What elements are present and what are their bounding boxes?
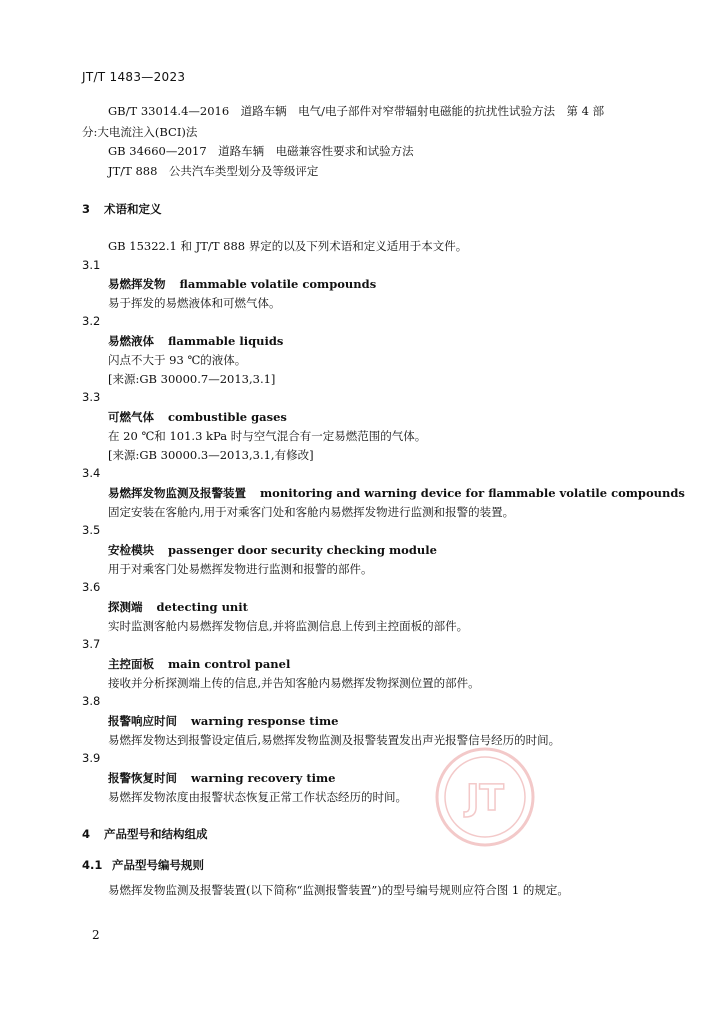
term-entry bbox=[108, 770, 336, 786]
term-english: passenger door security checking module bbox=[168, 543, 437, 557]
term-chinese: 安检模块 bbox=[108, 543, 154, 557]
watermark-seal-icon bbox=[430, 742, 540, 852]
term-chinese: 报警响应时间 bbox=[108, 714, 177, 728]
reference-line-continuation: 分:大电流注入(BCI)法 bbox=[82, 125, 198, 139]
term-number: 3.2 bbox=[82, 314, 101, 328]
term-entry bbox=[108, 409, 287, 425]
term-number: 3.6 bbox=[82, 580, 101, 594]
term-definition: 易燃挥发物达到报警设定值后,易燃挥发物监测及报警装置发出声光报警信号经历的时间。 bbox=[108, 733, 561, 747]
document-code-header: JT/T 1483—2023 bbox=[82, 70, 186, 84]
term-english: warning recovery time bbox=[191, 771, 336, 785]
term-number: 3.9 bbox=[82, 751, 101, 765]
subsection-heading bbox=[82, 857, 204, 873]
term-chinese: 报警恢复时间 bbox=[108, 771, 177, 785]
term-definition: 易于挥发的易燃液体和可燃气体。 bbox=[108, 296, 281, 310]
reference-line: JT/T 888 公共汽车类型划分及等级评定 bbox=[108, 164, 319, 178]
paragraph-text: 易燃挥发物监测及报警装置(以下简称“监测报警装置”)的型号编号规则应符合图 1 的规定。 bbox=[108, 883, 569, 897]
term-chinese: 探测端 bbox=[108, 600, 143, 614]
term-english: warning response time bbox=[191, 714, 339, 728]
section-title: 产品型号和结构组成 bbox=[104, 827, 208, 841]
term-number: 3.8 bbox=[82, 694, 101, 708]
term-entry bbox=[108, 276, 376, 292]
term-number: 3.3 bbox=[82, 390, 101, 404]
reference-line: GB/T 33014.4—2016 道路车辆 电气/电子部件对窄带辐射电磁能的抗扰性试验方法 第 4 部 bbox=[108, 104, 605, 118]
body-paragraph bbox=[82, 879, 642, 901]
watermark-text: JT bbox=[466, 778, 504, 819]
reference-line: GB 34660—2017 道路车辆 电磁兼容性要求和试验方法 bbox=[108, 144, 414, 158]
term-definition: 闪点不大于 93 ℃的液体。 bbox=[108, 353, 247, 367]
page-number: 2 bbox=[92, 928, 100, 942]
term-english: flammable liquids bbox=[168, 334, 284, 348]
section-intro: GB 15322.1 和 JT/T 888 界定的以及下列术语和定义适用于本文件。 bbox=[108, 239, 468, 253]
term-definition: 固定安装在客舱内,用于对乘客门处和客舱内易燃挥发物进行监测和报警的装置。 bbox=[108, 505, 515, 519]
term-chinese: 主控面板 bbox=[108, 657, 154, 671]
term-entry bbox=[108, 542, 437, 558]
subsection-title: 产品型号编号规则 bbox=[112, 858, 204, 872]
term-chinese: 易燃挥发物 bbox=[108, 277, 166, 291]
section-number: 3 bbox=[82, 202, 91, 216]
term-definition: 易燃挥发物浓度由报警状态恢复正常工作状态经历的时间。 bbox=[108, 790, 407, 804]
term-entry bbox=[108, 485, 685, 501]
term-number: 3.1 bbox=[82, 258, 101, 272]
term-definition: 实时监测客舱内易燃挥发物信息,并将监测信息上传到主控面板的部件。 bbox=[108, 619, 469, 633]
term-entry bbox=[108, 713, 338, 729]
subsection-number: 4.1 bbox=[82, 858, 103, 872]
section-number: 4 bbox=[82, 827, 91, 841]
term-english: monitoring and warning device for flammable volatile compounds bbox=[260, 486, 685, 500]
term-english: combustible gases bbox=[168, 410, 287, 424]
term-english: flammable volatile compounds bbox=[179, 277, 377, 291]
term-chinese: 可燃气体 bbox=[108, 410, 154, 424]
term-english: main control panel bbox=[168, 657, 291, 671]
section-heading bbox=[82, 201, 162, 217]
term-english: detecting unit bbox=[156, 600, 248, 614]
term-number: 3.7 bbox=[82, 637, 101, 651]
term-number: 3.4 bbox=[82, 466, 101, 480]
term-source: [来源:GB 30000.3—2013,3.1,有修改] bbox=[108, 448, 314, 462]
term-number: 3.5 bbox=[82, 523, 101, 537]
term-entry bbox=[108, 333, 283, 349]
section-title: 术语和定义 bbox=[104, 202, 162, 216]
term-entry bbox=[108, 656, 290, 672]
term-definition: 在 20 ℃和 101.3 kPa 时与空气混合有一定易燃范围的气体。 bbox=[108, 429, 427, 443]
term-definition: 接收并分析探测端上传的信息,并告知客舱内易燃挥发物探测位置的部件。 bbox=[108, 676, 480, 690]
section-heading bbox=[82, 826, 208, 842]
term-definition: 用于对乘客门处易燃挥发物进行监测和报警的部件。 bbox=[108, 562, 373, 576]
term-entry bbox=[108, 599, 248, 615]
term-chinese: 易燃液体 bbox=[108, 334, 154, 348]
term-source: [来源:GB 30000.7—2013,3.1] bbox=[108, 372, 276, 386]
term-chinese: 易燃挥发物监测及报警装置 bbox=[108, 486, 246, 500]
